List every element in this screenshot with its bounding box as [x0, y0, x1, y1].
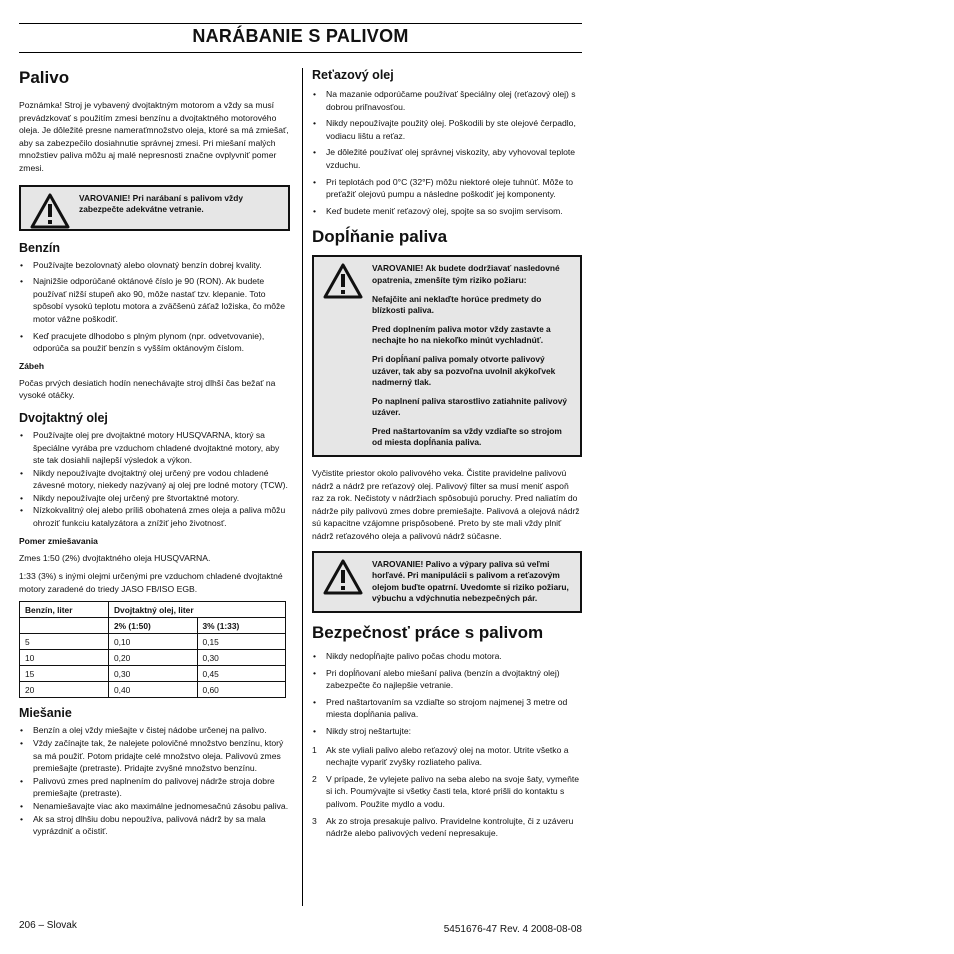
page-title: NARÁBANIE S PALIVOM: [192, 26, 409, 46]
section-heading-palivo: Palivo: [19, 68, 70, 87]
warning-text: Pred naštartovaním sa vždy vzdiaľte so strojom od miesta dopĺňania paliva.: [372, 425, 562, 448]
section-heading-benzin: Benzín: [19, 240, 60, 255]
warning-text: VAROVANIE! Pri narábaní s palivom vždy zabezpečte adekvátne vetranie.: [79, 192, 243, 215]
column-divider: [302, 68, 303, 906]
numbered-item: 3 Ak zo stroja presakuje palivo. Pravidelne kontrolujte, či z uzáveru nádrže alebo palivových vedení nepresakuje.: [312, 815, 574, 839]
numbered-item: 2 V prípade, že vylejete palivo na seba alebo na svoje šaty, vymeňte si ich. Poumývajte si všetky časti tela, ktoré prišli do kontaktu s palivom. Použite mydlo a vodu.: [312, 773, 580, 809]
zabeh-text: Počas prvých desiatich hodín nenechávajte stroj dlhší čas bežať na vysoké otáčky.: [19, 377, 276, 401]
left-column: [19, 68, 290, 844]
list-item: • Nenamiešavajte viac ako maximálne jednomesačnú zásobu paliva.: [19, 800, 290, 813]
list-item: • Pri teplotách pod 0°C (32°F) môžu niektoré oleje tuhnúť. Môže to preťažiť olejovú pumpu a následne poškodiť jej komponenty.: [312, 176, 582, 201]
table-subheader: 3% (1:33): [197, 618, 286, 634]
warning-triangle-icon: [21, 187, 79, 229]
list-item: • Keď pracujete dlhodobo s plným plynom (npr. odvetvovanie), odporúča sa použiť benzín s vyšším oktánovým číslom.: [19, 330, 290, 355]
list-item: • Je dôležité používať olej správnej viskozity, aby vyhovoval teplote vzduchu.: [312, 146, 582, 171]
section-heading-dvojtaktny-olej: Dvojtaktný olej: [19, 410, 108, 425]
list-item: • Používajte bezolovnatý alebo olovnatý benzín dobrej kvality.: [19, 259, 290, 272]
table-row: 20 0,40 0,60: [20, 682, 286, 698]
table-row: 5 0,10 0,15: [20, 634, 286, 650]
list-item: • Nikdy nepoužívajte dvojtaktný olej určený pre vodou chladené závesné motory, niekedy nazývaný aj olej pre lodné motory (TCW).: [19, 467, 290, 492]
list-item: • Na mazanie odporúčame používať špeciálny olej (reťazový olej) s dobrou priľnavosťou.: [312, 88, 582, 113]
section-heading-doplnanie: Dopĺňanie paliva: [312, 227, 448, 247]
retazovy-list: [312, 88, 582, 217]
top-rule: [19, 23, 582, 24]
miesanie-list: [19, 724, 290, 837]
table-header: Dvojtaktný olej, liter: [109, 602, 286, 618]
list-item: • Nikdy nedopĺňajte palivo počas chodu motora.: [312, 650, 582, 663]
list-item: • Najnižšie odporúčané oktánové číslo je 90 (RON). Ak budete používať nižší stupeň ako 90, môže nastať tzv. klepanie. Toto spôsobí vysokú teplotu motora a zväčšenú záťaž ložiska, čo môže motor vážne poškodiť.: [19, 275, 290, 325]
benzin-list: [19, 259, 290, 355]
list-item: • Nízkokvalitný olej alebo príliš obohatená zmes oleja a paliva môžu ohroziť funkciu katalyzátora a znížiť jeho životnosť.: [19, 504, 290, 529]
numbered-item: 1 Ak ste vyliali palivo alebo reťazový olej na motor. Utrite všetko a nechajte vypariť zvyšky rozliateho paliva.: [312, 744, 569, 768]
list-item: • Keď budete meniť reťazový olej, spojte sa so svojim servisom.: [312, 205, 582, 218]
warning-text: VAROVANIE! Palivo a výpary paliva sú veľmi horľavé. Pri manipulácii s palivom a reťazovým olejom buďte opatrní. Uvedomte si riziko požiaru, výbuchu a vdýchnutia nebezpečných pár.: [372, 558, 569, 604]
bezpecnost-list: [312, 650, 582, 738]
list-item: • Používajte olej pre dvojtaktné motory HUSQVARNA, ktorý sa špeciálne vyrába pre vzduchom chladené dvojtaktné motory, aby ste tak dosiahli najlepší výsledok a výkon.: [19, 429, 290, 467]
list-item: • Benzín a olej vždy miešajte v čistej nádobe určenej na palivo.: [19, 724, 290, 737]
section-heading-retazovy-olej: Reťazový olej: [312, 68, 394, 82]
warning-box-flammable: [312, 551, 582, 613]
table-row: 15 0,30 0,45: [20, 666, 286, 682]
warning-triangle-icon: [314, 553, 372, 611]
list-item: • Palivovú zmes pred naplnením do palivovej nádrže stroja dobre premiešajte (pretraste).: [19, 775, 290, 800]
section-heading-miesanie: Miešanie: [19, 706, 72, 721]
mixing-table: [19, 601, 286, 698]
warning-text: Pred doplnením paliva motor vždy zastavte a nechajte ho na niekoľko minút vychladnúť.: [372, 323, 551, 346]
warning-text: VAROVANIE! Ak budete dodržiavať nasledovné opatrenia, zmenšíte tým riziko požiaru:: [372, 263, 560, 285]
pomer-text-2: 1:33 (3%) s inými olejmi určenými pre vzduchom chladené dvojtaktné motory zaradené do triedy JASO FB/ISO EGB.: [19, 571, 283, 594]
table-header: Benzín, liter: [20, 602, 109, 618]
warning-triangle-icon: [314, 257, 372, 455]
bezpecnost-numbered-list: [312, 744, 582, 840]
warning-box-ventilation: [19, 185, 290, 231]
warning-text: Po naplnení paliva starostlivo zatiahnite palivový uzáver.: [372, 395, 568, 418]
warning-box-fire-risk: [312, 255, 582, 457]
list-item: • Nikdy nepoužívajte použitý olej. Poškodili by ste olejové čerpadlo, vodiacu lištu a reťaz.: [312, 117, 582, 142]
table-row: 10 0,20 0,30: [20, 650, 286, 666]
list-item: • Ak sa stroj dlhšiu dobu nepoužíva, palivová nádrž by sa mala vyprázdniť a očistiť.: [19, 813, 290, 838]
palivo-text: Poznámka! Stroj je vybavený dvojtaktným motorom a vždy sa musí prevádzkovať s použitím zmesi benzínu a dvojtaktného motorového oleja. Je dôležité presne nameraťmnožstvo oleja, ktoré sa má zmiešať, aby sa zabezpečilo dosiahnutie správnej zmesi. Pri miešaní malých množstiev paliva môžu aj malé nepresnosti značne ovplyvniť pomer zmesi.: [19, 100, 289, 173]
pomer-text-1: Zmes 1:50 (2%) dvojtaktného oleja HUSQVARNA.: [19, 552, 211, 563]
dvojtaktny-list: [19, 429, 290, 530]
list-item: • Nikdy stroj neštartujte:: [312, 725, 582, 738]
title-underline: [19, 52, 582, 53]
list-item: • Vždy začínajte tak, že nalejete polovičné množstvo benzínu, ktorý sa má použiť. Potom pridajte celé množstvo oleja. Palivovú zmes premiešajte (pretraste). Pridajte zvyšné množstvo benzínu.: [19, 737, 290, 775]
warning-text: Nefajčite ani neklaďte horúce predmety do blízkosti paliva.: [372, 293, 542, 316]
subheading-zabeh: Zábeh: [19, 360, 45, 371]
page-number: 206 – Slovak: [19, 920, 77, 931]
doplnanie-text: Vyčistite priestor okolo palivového veka. Čistite pravidelne palivovú nádrž a nádrž pre reťazový olej. Palivový filter sa musí meniť aspoň raz za rok. Nečistoty v nádržiach spôsobujú poruchy. Pred naliatím do nádrže pily palivovú zmes dobre premiešajte. Palivová a olejová nádrž sú kapacitne vzájomne prispôsobené. Preto by ste mali vždy plniť nádrž reťazového oleja a palivovú nádrž súčasne.: [312, 468, 580, 542]
right-column: [312, 68, 582, 844]
list-item: • Pred naštartovaním sa vzdiaľte so strojom najmenej 3 metre od miesta dopĺňania paliva.: [312, 696, 582, 721]
subheading-pomer: Pomer zmiešavania: [19, 535, 98, 546]
section-heading-bezpecnost: Bezpečnosť práce s palivom: [312, 623, 544, 642]
list-item: • Pri dopĺňovaní alebo miešaní paliva (benzín a dvojtaktný olej) zabezpečte čo najlepšie vetranie.: [312, 667, 582, 692]
warning-text: Pri dopĺňaní paliva pomaly otvorte palivový uzáver, tak aby sa pozvoľna uvolnil akýkoľvek nadmerný tlak.: [372, 353, 556, 388]
table-subheader: 2% (1:50): [109, 618, 198, 634]
list-item: • Nikdy nepoužívajte olej určený pre štvortaktné motory.: [19, 492, 290, 505]
document-id: 5451676-47 Rev. 4 2008-08-08: [443, 924, 582, 935]
